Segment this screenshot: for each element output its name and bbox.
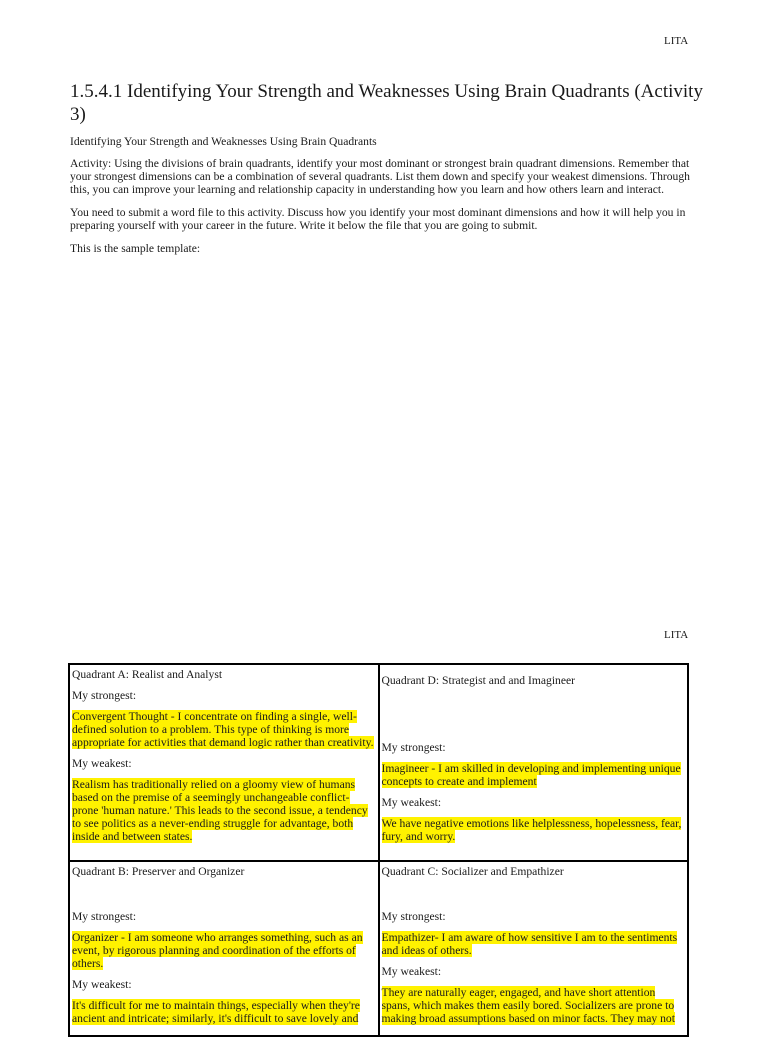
page-title: 1.5.4.1 Identifying Your Strength and Weaknesses Using Brain Quadrants (Activity 3): [70, 81, 703, 125]
quadrant-c-title: Quadrant C: Socializer and Empathizer: [381, 865, 564, 878]
quadrant-b-title: Quadrant B: Preserver and Organizer: [72, 865, 245, 878]
subtitle: Identifying Your Strength and Weaknesses Using Brain Quadrants: [70, 135, 377, 148]
quadrant-d-title: Quadrant D: Strategist and and Imagineer: [381, 674, 575, 687]
template-paragraph: This is the sample template:: [70, 242, 201, 255]
submit-paragraph: You need to submit a word file to this activity. Discuss how you identify your most dominant dimensions and how it will help you in preparing yourself with your career in the future. Write it below the file that you are going to submit.: [70, 206, 686, 232]
quadrant-c-weakest-label: My weakest:: [381, 965, 442, 978]
quadrant-d-weakest: We have negative emotions like helplessness, hopelessness, fear, fury, and worry.: [381, 817, 682, 843]
header-mark-2: LITA: [664, 629, 689, 641]
quadrant-a-strongest-label: My strongest:: [72, 689, 137, 702]
quadrant-b-strongest-label: My strongest:: [72, 910, 137, 923]
quadrant-a-strongest: Convergent Thought - I concentrate on finding a single, well-defined solution to a problem. This type of thinking is more appropriate for activities that demand logic rather than creativity.: [72, 710, 374, 749]
quadrant-a-cell: [69, 664, 379, 861]
quadrant-b-weakest: It's difficult for me to maintain things, especially when they're ancient and intricate; similarly, it's difficult to save lovely and: [72, 999, 360, 1025]
quadrant-a-weakest: Realism has traditionally relied on a gloomy view of humans based on the premise of a seemingly unchangeable conflict-prone 'human nature.' This leads to the second issue, a tendency to see politics as a never-ending struggle for advantage, both inside and between states.: [72, 778, 368, 843]
quadrant-c-weakest: They are naturally eager, engaged, and have short attention spans, which makes them easily bored. Socializers are prone to making broad assumptions based on minor facts. They may not: [381, 986, 675, 1025]
header-mark: LITA: [664, 35, 689, 47]
activity-paragraph: Activity: Using the divisions of brain quadrants, identify your most dominant or strongest brain quadrant dimensions. Remember that your strongest dimensions can be a combination of several quadrants. List them down and specify your weakest dimensions. Through this, you can improve your learning and relationship capacity in understanding how you learn and how others learn and interact.: [70, 157, 690, 196]
quadrant-b-weakest-label: My weakest:: [72, 978, 132, 991]
quadrant-a-title: Quadrant A: Realist and Analyst: [72, 668, 223, 681]
quadrant-table: [68, 663, 689, 1037]
quadrant-b-cell: [69, 861, 379, 1036]
quadrant-c-cell: [379, 861, 689, 1036]
quadrant-b-strongest: Organizer - I am someone who arranges something, such as an event, by rigorous planning and coordination of the efforts of others.: [72, 931, 363, 970]
quadrant-d-strongest: Imagineer - I am skilled in developing and implementing unique concepts to create and implement: [381, 762, 681, 788]
quadrant-d-strongest-label: My strongest:: [381, 741, 446, 754]
quadrant-a-weakest-label: My weakest:: [72, 757, 132, 770]
quadrant-c-strongest: Empathizer- I am aware of how sensitive I am to the sentiments and ideas of others.: [381, 931, 678, 957]
quadrant-c-strongest-label: My strongest:: [381, 910, 446, 923]
quadrant-d-weakest-label: My weakest:: [381, 796, 442, 809]
quadrant-d-cell: [379, 664, 689, 861]
